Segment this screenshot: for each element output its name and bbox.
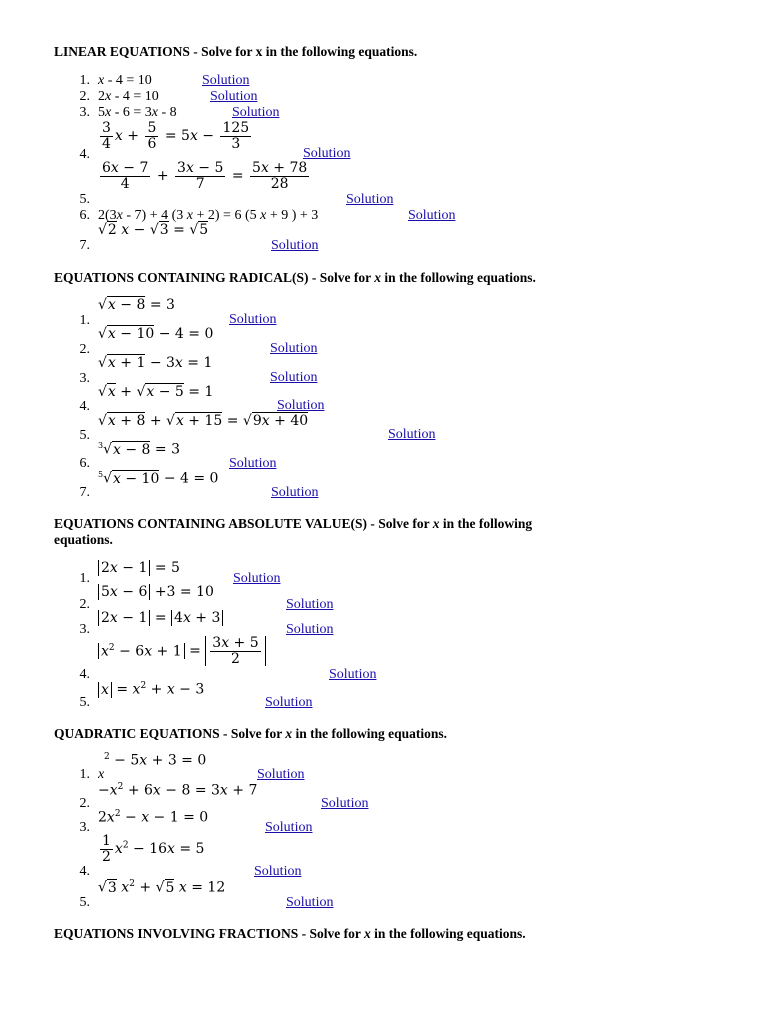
equation-math: $^5$√x − 10 − 4 = 0 bbox=[98, 470, 219, 487]
equation-math: √x − 10 − 4 = 0 bbox=[98, 326, 214, 342]
solution-link[interactable]: Solution bbox=[286, 622, 334, 637]
item-number: 3. bbox=[79, 820, 90, 835]
item-number: 2. bbox=[79, 89, 90, 104]
section-heading-absolute: EQUATIONS CONTAINING ABSOLUTE VALUE(S) - Solve for x in the following bbox=[54, 516, 533, 531]
item-number: 4. bbox=[79, 399, 90, 414]
equation-math: 2x − 1 = 5 bbox=[98, 560, 180, 576]
section-heading-linear: LINEAR EQUATIONS - Solve for x in the following equations. bbox=[54, 44, 418, 59]
item-number: 5. bbox=[79, 895, 90, 910]
solution-link[interactable]: Solution bbox=[271, 238, 319, 253]
item-number: 3. bbox=[79, 105, 90, 120]
item-number: 1. bbox=[79, 767, 90, 782]
item-number: 5. bbox=[79, 192, 90, 207]
item-number: 2. bbox=[79, 342, 90, 357]
solution-link[interactable]: Solution bbox=[346, 192, 394, 207]
equation-math: √3 $x^2 + √5$ x = 12 bbox=[98, 879, 226, 896]
solution-link[interactable]: Solution bbox=[210, 89, 258, 104]
equation-text: 5x - 6 = 3x - 8 bbox=[98, 105, 177, 120]
equation-text: 2x - 4 = 10 bbox=[98, 89, 159, 104]
solution-link[interactable]: Solution bbox=[286, 597, 334, 612]
solution-link[interactable]: Solution bbox=[265, 695, 313, 710]
equation-math: √x + √x − 5 = 1 bbox=[98, 384, 214, 400]
item-number: 7. bbox=[79, 238, 90, 253]
item-number: 1. bbox=[79, 571, 90, 586]
solution-link[interactable]: Solution bbox=[388, 427, 436, 442]
equation-math: $^2$ − 5x + 3 = 0 bbox=[104, 752, 207, 769]
equation-math: √x + 1 − 3x = 1 bbox=[98, 355, 213, 371]
equation-math: √x − 8 = 3 bbox=[98, 297, 175, 313]
equation-math: √2 x − √3 = √5 bbox=[98, 222, 209, 238]
item-number: 2. bbox=[79, 597, 90, 612]
equation-math: 5x − 6 +3 = 10 bbox=[98, 584, 214, 600]
item-number: 6. bbox=[79, 208, 90, 223]
solution-link[interactable]: Solution bbox=[329, 667, 377, 682]
solution-link[interactable]: Solution bbox=[303, 146, 351, 161]
item-number: 4. bbox=[79, 864, 90, 879]
item-number: 1. bbox=[79, 73, 90, 88]
equation-math: $\frac{3}{4}$ x + $\frac{5}{6}$ = 5x − $\frac{125}{3}$ bbox=[102, 120, 250, 152]
equation-math: $\frac{6x - 7}{4}$ + $\frac{3x - 5}{7}$ = $\frac{5x + 78}{28}$ bbox=[102, 160, 308, 192]
equation-math: $-x^2 + 6x - 8 = 3x + 7$ bbox=[98, 782, 258, 799]
equation-math: $2x^2 - x - 1 = 0$ bbox=[98, 809, 209, 826]
solution-link[interactable]: Solution bbox=[270, 341, 318, 356]
item-number: 6. bbox=[79, 456, 90, 471]
equation-text: x - 4 = 10 bbox=[98, 73, 152, 88]
section-heading-absolute-line2: equations. bbox=[54, 532, 113, 547]
item-number: 1. bbox=[79, 313, 90, 328]
solution-link[interactable]: Solution bbox=[257, 767, 305, 782]
equation-math: 2x − 1 = 4x + 3 bbox=[98, 610, 223, 626]
equation-math: $\frac{1}{2}$ $x^2 - 16x = 5$ bbox=[102, 833, 205, 865]
solution-link[interactable]: Solution bbox=[271, 485, 319, 500]
solution-link[interactable]: Solution bbox=[270, 370, 318, 385]
item-number: 7. bbox=[79, 485, 90, 500]
item-number: 5. bbox=[79, 695, 90, 710]
solution-link[interactable]: Solution bbox=[229, 312, 277, 327]
section-heading-quadratic: QUADRATIC EQUATIONS - Solve for x in the following equations. bbox=[54, 726, 448, 741]
equation-math: $^3$√x − 8 = 3 bbox=[98, 441, 181, 458]
solution-link[interactable]: Solution bbox=[229, 456, 277, 471]
solution-link[interactable]: Solution bbox=[254, 864, 302, 879]
solution-link[interactable]: Solution bbox=[265, 820, 313, 835]
item-number: 4. bbox=[79, 667, 90, 682]
solution-link[interactable]: Solution bbox=[233, 571, 281, 586]
equation-math: $x = x^2 + x - 3$ bbox=[98, 681, 204, 698]
item-number: 5. bbox=[79, 428, 90, 443]
solution-link[interactable]: Solution bbox=[286, 895, 334, 910]
item-number: 3. bbox=[79, 622, 90, 637]
solution-link[interactable]: Solution bbox=[232, 105, 280, 120]
equation-math: $x^2 - 6x + 1$ = $\frac{3x + 5}{2}$ bbox=[98, 636, 266, 666]
solution-link[interactable]: Solution bbox=[202, 73, 250, 88]
item-number: 4. bbox=[79, 147, 90, 162]
section-heading-fractions: EQUATIONS INVOLVING FRACTIONS - Solve for x in the following equations. bbox=[54, 926, 526, 941]
item-number: 2. bbox=[79, 796, 90, 811]
equation-variable: x bbox=[98, 767, 105, 782]
equation-text: 2(3x - 7) + 4 (3 x + 2) = 6 (5 x + 9 ) + 3 bbox=[98, 208, 319, 223]
solution-link[interactable]: Solution bbox=[321, 796, 369, 811]
item-number: 3. bbox=[79, 371, 90, 386]
section-heading-radicals: EQUATIONS CONTAINING RADICAL(S) - Solve for x in the following equations. bbox=[54, 270, 536, 285]
solution-link[interactable]: Solution bbox=[408, 208, 456, 223]
equation-math: √x + 8 + √x + 15 = √9x + 40 bbox=[98, 413, 309, 429]
solution-link[interactable]: Solution bbox=[277, 398, 325, 413]
